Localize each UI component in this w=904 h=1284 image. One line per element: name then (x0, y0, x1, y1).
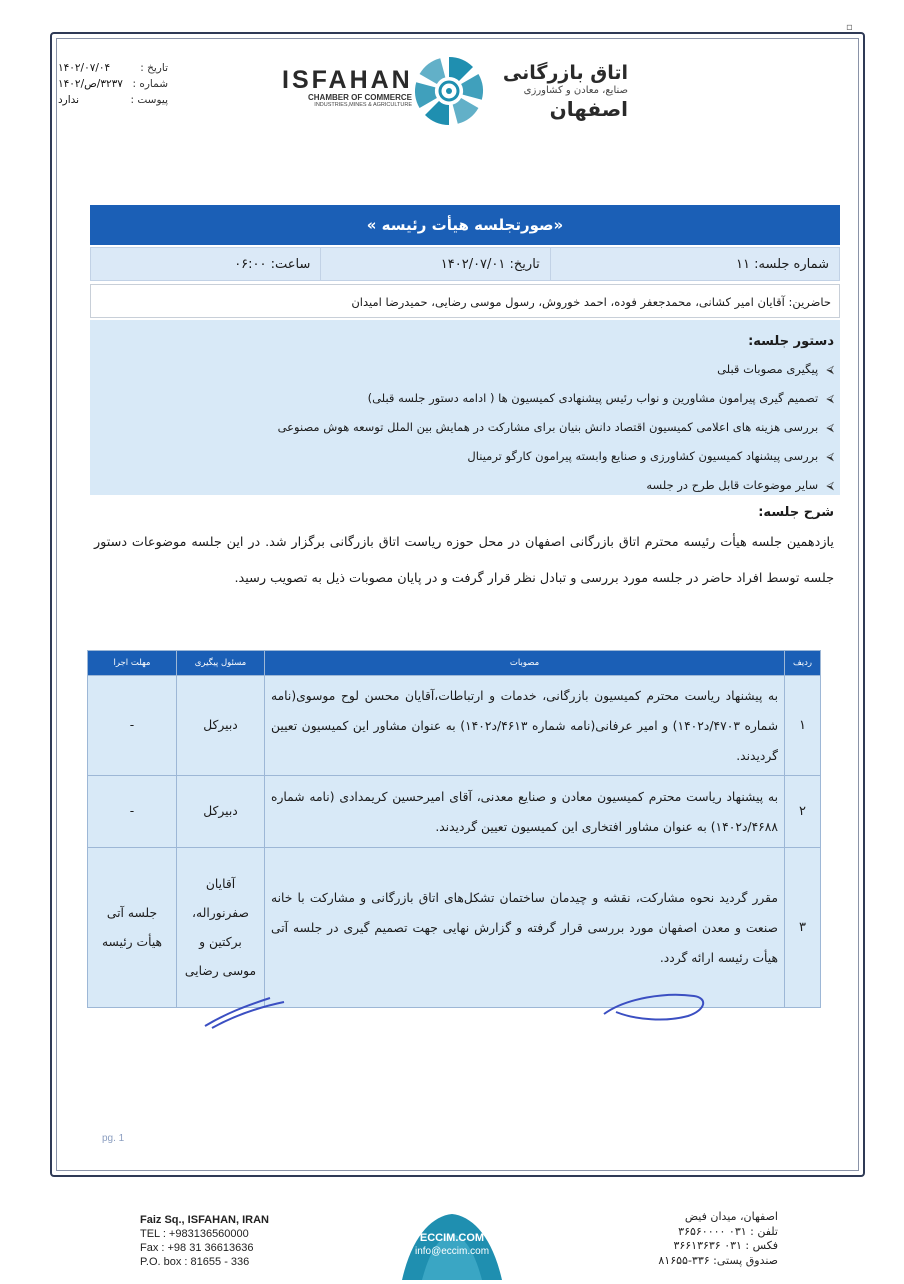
header-row-number: ردیف (785, 651, 821, 676)
footer-en-tel: TEL : +983136560000 (140, 1228, 249, 1240)
date-label: تاریخ : (140, 62, 168, 74)
footer-website[interactable]: ECCIM.COM (419, 1232, 485, 1244)
footer-fa-pobox: صندوق پستی: ۳۳۶-۸۱۶۵۵ (658, 1253, 778, 1267)
resolution-deadline: - (88, 776, 177, 848)
session-info-row (90, 247, 840, 281)
logo-en-title: ISFAHAN (282, 66, 413, 94)
agenda-list (90, 355, 834, 500)
agenda-item-text: بررسی پیشنهاد کمیسیون کشاورزی و صنایع وابسته پیرامون کارگو ترمینال (467, 449, 819, 463)
attachment-value: ندارد (58, 94, 80, 106)
agenda-heading: دستور جلسه: (748, 334, 834, 349)
check-arrow-icon: ⮘ (826, 450, 834, 463)
resolution-owner: دبیرکل (177, 676, 265, 776)
agenda-item-text: پیگیری مصوبات قبلی (717, 362, 819, 376)
agenda-item (90, 442, 834, 471)
corner-mark: ▫ (846, 22, 853, 33)
description-section (88, 503, 840, 597)
attendees: حاضرین: آقایان امیر کشانی، محمدجعفر فوده، احمد خوروش، رسول موسی رضایی، حمیدرضا امیدان (90, 284, 840, 318)
logo-en-sub2: INDUSTRIES,MINES & AGRICULTURE (314, 102, 412, 108)
agenda-item-text: تصمیم گیری پیرامون مشاورین و نواب رئیس پیشنهادی کمیسیون ها ( ادامه دستور جلسه قبلی) (367, 391, 819, 405)
logo-fa-line3: اصفهان (549, 97, 628, 121)
logo-persian (488, 62, 628, 120)
session-date: تاریخ: ۱۴۰۲/۰۷/۰۱ (320, 248, 549, 280)
table-row (88, 776, 821, 848)
footer-emblem (372, 1206, 532, 1280)
table-header-row (88, 651, 821, 676)
logo-fa-line2: صنایع، معادن و کشاورزی (523, 85, 628, 96)
attachment-label: پیوست : (130, 94, 168, 106)
resolution-deadline: جلسه آتی هیأت رئیسه (88, 848, 177, 1008)
minutes-title: «صورتجلسه هیأت رئیسه » (90, 205, 840, 245)
chamber-logo-icon (411, 53, 487, 129)
agenda-item-text: بررسی هزینه های اعلامی کمیسیون اقتصاد دانش بنیان برای مشارکت در همایش بین الملل توسعه هوش مصنوعی (277, 420, 819, 434)
description-heading: شرح جلسه: (758, 505, 834, 520)
footer-en-line1: Faiz Sq., ISFAHAN, IRAN (140, 1214, 269, 1226)
row-number: ۳ (785, 848, 821, 1008)
agenda-item (90, 471, 834, 500)
resolution-text: به پیشنهاد ریاست محترم کمیسیون بازرگانی، خدمات و ارتباطات،آقایان محسن لوح موسوی(نامه شماره ۴۷۰۳/د۱۴۰۲) و امیر عرفانی(نامه شماره ۴۶۱۳/د۱۴۰۲) به عنوان مشاور این کمیسیون تعیین گردیدند. (265, 676, 785, 776)
signature-right (596, 984, 716, 1028)
signature-left (200, 992, 290, 1032)
agenda-item (90, 384, 834, 413)
session-time: ساعت: ۰۶:۰۰ (234, 257, 311, 272)
footer-en-pobox: P.O. box : 81655 - 336 (140, 1256, 250, 1268)
resolution-text: به پیشنهاد ریاست محترم کمیسیون معادن و صنایع معدنی، آقای امیرحسین کریمدادی (نامه شماره ۴۶۸۸/د۱۴۰۲) به عنوان مشاور افتخاری این کمیسیون تعیین گردیدند. (265, 776, 785, 848)
resolution-owner: دبیرکل (177, 776, 265, 848)
row-number: ۲ (785, 776, 821, 848)
header-deadline: مهلت اجرا (88, 651, 177, 676)
letter-meta (58, 60, 168, 108)
footer-fa-tel: تلفن : ۰۳۱ ۳۶۵۶۰۰۰۰ (678, 1224, 778, 1238)
resolution-owner: آقایان صفرنوراله، برکتین و موسی رضایی (177, 848, 265, 1008)
resolutions-table (87, 650, 821, 1008)
agenda-item (90, 355, 834, 384)
agenda-item-text: سایر موضوعات قابل طرح در جلسه (646, 478, 819, 492)
header-resolution: مصوبات (265, 651, 785, 676)
check-arrow-icon: ⮘ (826, 479, 834, 492)
page-number: pg. 1 (102, 1133, 125, 1144)
row-number: ۱ (785, 676, 821, 776)
logo-fa-line1: اتاق بازرگانی (502, 62, 628, 84)
date-value: ۱۴۰۲/۰۷/۰۴ (58, 62, 111, 74)
table-row (88, 676, 821, 776)
number-value: ۳۲۳۷/ص/۱۴۰۲ (58, 78, 123, 90)
check-arrow-icon: ⮘ (826, 392, 834, 405)
session-number: شماره جلسه: ۱۱ (550, 248, 839, 280)
footer-address-fa (628, 1210, 778, 1268)
footer-address-en (140, 1213, 269, 1269)
number-label: شماره : (132, 78, 168, 90)
resolution-text: مقرر گردید نحوه مشارکت، نقشه و چیدمان ساختمان تشکل‌های اتاق بازرگانی و مشارکت با خانه صنعت و معدن اصفهان مورد بررسی قرار گرفته و گزارش نهایی جهت تصمیم گیری در جلسه آتی هیأت رئیسه ارائه گردد. (265, 848, 785, 1008)
footer-email[interactable]: info@eccim.com (414, 1246, 490, 1257)
description-text: یازدهمین جلسه هیأت رئیسه محترم اتاق بازرگانی اصفهان در محل حوزه ریاست اتاق بازرگانی برگزار شد. در این جلسه موضوعات دستور جلسه توسط افراد حاضر در جلسه مورد بررسی و تبادل نظر قرار گرفت و در پایان مصوبات ذیل به تصویب رسید. (94, 535, 834, 586)
agenda-section (90, 320, 840, 495)
resolution-deadline: - (88, 676, 177, 776)
footer-en-fax: Fax : +98 31 36613636 (140, 1242, 254, 1254)
agenda-item (90, 413, 834, 442)
logo-english (282, 67, 412, 108)
footer-fa-address: اصفهان، میدان فیض (684, 1210, 778, 1223)
check-arrow-icon: ⮘ (826, 363, 834, 376)
header-owner: مسئول پیگیری (177, 651, 265, 676)
logo-en-sub1: CHAMBER OF COMMERCE (308, 93, 412, 102)
footer-fa-fax: فکس : ۰۳۱ ۳۶۶۱۳۶۳۶ (673, 1239, 778, 1252)
check-arrow-icon: ⮘ (826, 421, 834, 434)
